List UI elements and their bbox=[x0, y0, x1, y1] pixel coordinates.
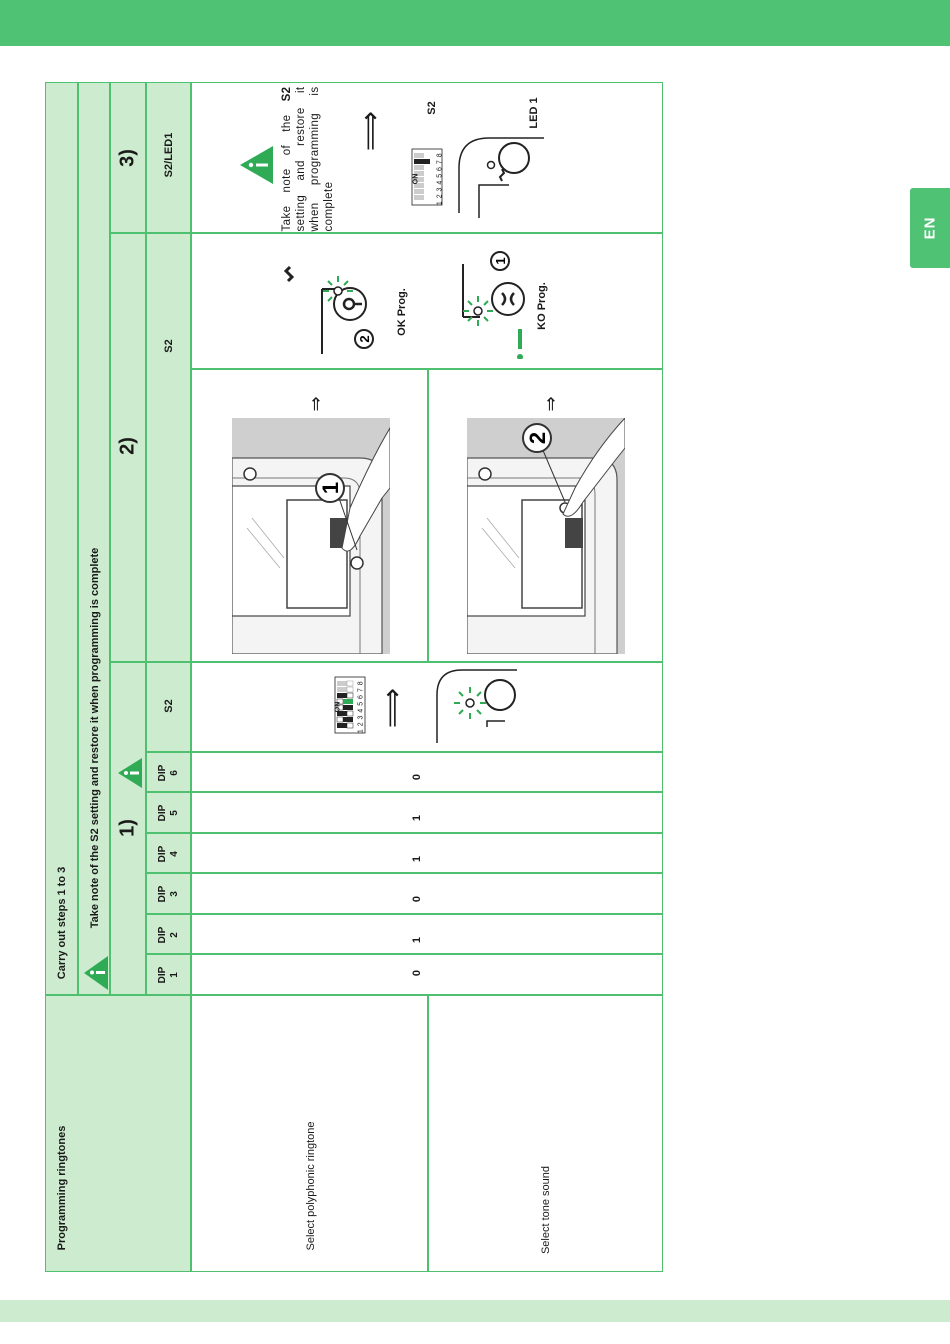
step2-photo-2-cell bbox=[428, 369, 663, 662]
dip4-value-cell bbox=[191, 833, 663, 873]
step3-note-bold: S2 bbox=[281, 86, 293, 102]
step1-warning-icon bbox=[115, 755, 145, 791]
dip1-header-number: 1 bbox=[169, 972, 180, 978]
dip5-header-label: DIP bbox=[157, 804, 168, 822]
s2-header-label: S2 bbox=[163, 699, 175, 713]
dip6-value-cell bbox=[191, 752, 663, 792]
dip1-header-label: DIP bbox=[157, 966, 168, 984]
dip2-value: 1 bbox=[411, 936, 423, 944]
dip5-value: 1 bbox=[411, 814, 423, 822]
s2led1-header-label: S2/LED1 bbox=[163, 132, 175, 178]
step3-cell bbox=[110, 82, 146, 233]
device-photo-1 bbox=[232, 418, 390, 654]
step3-note-post: setting and restore it when programming is complete bbox=[295, 86, 335, 232]
row-tone-label: Select tone sound bbox=[540, 1165, 552, 1255]
dip3-value: 0 bbox=[411, 895, 423, 903]
title-cell bbox=[45, 995, 191, 1272]
dip6-header bbox=[146, 752, 191, 792]
language-tab-label: EN bbox=[921, 216, 939, 240]
step2-photo-1-cell bbox=[191, 369, 428, 662]
step3-number: 3) bbox=[116, 149, 139, 167]
s2-header bbox=[146, 662, 191, 752]
dip-numbers-2: 1 2 3 4 5 6 7 8 bbox=[436, 152, 444, 206]
s2led1-header bbox=[146, 82, 191, 233]
dip1-value: 0 bbox=[411, 969, 423, 977]
dip3-header-number: 3 bbox=[169, 891, 180, 897]
header-band bbox=[0, 0, 950, 46]
badge-number-2: 2 bbox=[525, 431, 550, 445]
dip-numbers: 1 2 3 4 5 6 7 8 bbox=[357, 680, 365, 734]
step2-result-cell bbox=[191, 233, 663, 369]
step3-note bbox=[280, 87, 336, 232]
led1-diagram bbox=[454, 93, 574, 218]
dip4-header-number: 4 bbox=[169, 851, 180, 857]
dip3-header-label: DIP bbox=[157, 885, 168, 903]
step2-number: 2) bbox=[116, 437, 139, 455]
step1-cell bbox=[110, 662, 146, 995]
dip3-value-cell bbox=[191, 873, 663, 914]
dip1-header bbox=[146, 954, 191, 995]
led-flash-diagram bbox=[432, 665, 522, 747]
intro-cell bbox=[45, 82, 78, 995]
language-tab[interactable] bbox=[910, 188, 950, 268]
dip5-header bbox=[146, 792, 191, 833]
dip-on-label: ON bbox=[334, 701, 342, 713]
step3-note-pre: Take note of the bbox=[281, 114, 293, 232]
ko-prog-label: KO Prog. bbox=[536, 282, 548, 330]
small-arrow-1: ⇒ bbox=[305, 396, 326, 412]
step3-content-cell bbox=[191, 82, 663, 233]
s2-header-b-label: S2 bbox=[163, 339, 175, 353]
badge-number-1: 1 bbox=[318, 481, 343, 495]
dip6-header-label: DIP bbox=[157, 764, 168, 782]
intro-text: Carry out steps 1 to 3 bbox=[56, 866, 68, 980]
dip-on-label-2: ON bbox=[412, 173, 420, 185]
s2-title: S2 bbox=[426, 101, 438, 115]
dip6-value: 0 bbox=[411, 773, 423, 781]
dip5-header-number: 5 bbox=[169, 810, 180, 816]
dip5-value-cell bbox=[191, 792, 663, 833]
arrow-to-led: ⟹ bbox=[376, 687, 408, 729]
dip4-header-label: DIP bbox=[157, 845, 168, 863]
dip4-value: 1 bbox=[411, 855, 423, 863]
warning-note-text: Take note of the S2 setting and restore it when programming is complete bbox=[89, 547, 101, 929]
ok-prog-diagram bbox=[282, 249, 377, 359]
small-arrow-2: ⇒ bbox=[540, 396, 561, 412]
ok-prog-label: OK Prog. bbox=[396, 288, 408, 336]
dip1-value-cell bbox=[191, 954, 663, 995]
step1-illustration-cell bbox=[191, 662, 663, 752]
step2-cell bbox=[110, 233, 146, 662]
dip6-header-number: 6 bbox=[169, 770, 180, 776]
row-polyphonic-label-cell bbox=[191, 995, 428, 1272]
warning-note-cell bbox=[78, 82, 110, 995]
row-polyphonic-label: Select polyphonic ringtone bbox=[305, 1121, 317, 1251]
dip4-header bbox=[146, 833, 191, 873]
ko-badge-1: 1 bbox=[493, 257, 508, 265]
dip2-header-number: 2 bbox=[169, 932, 180, 938]
step3-warning-icon bbox=[237, 143, 277, 187]
warning-icon bbox=[81, 953, 111, 993]
device-photo-2 bbox=[467, 418, 625, 654]
dip2-value-cell bbox=[191, 914, 663, 954]
led1-label: LED 1 bbox=[528, 97, 540, 129]
step3-arrow: ⟹ bbox=[354, 110, 386, 152]
footer-band bbox=[0, 1300, 950, 1322]
dip3-header bbox=[146, 873, 191, 914]
table-title: Programming ringtones bbox=[56, 1125, 68, 1251]
row-tone-label-cell bbox=[428, 995, 663, 1272]
ok-badge-2: 2 bbox=[357, 335, 372, 343]
dip2-header-label: DIP bbox=[157, 926, 168, 944]
s2-header-b bbox=[146, 233, 191, 662]
dip2-header bbox=[146, 914, 191, 954]
step1-number: 1) bbox=[116, 819, 139, 837]
ko-prog-diagram bbox=[438, 249, 533, 359]
